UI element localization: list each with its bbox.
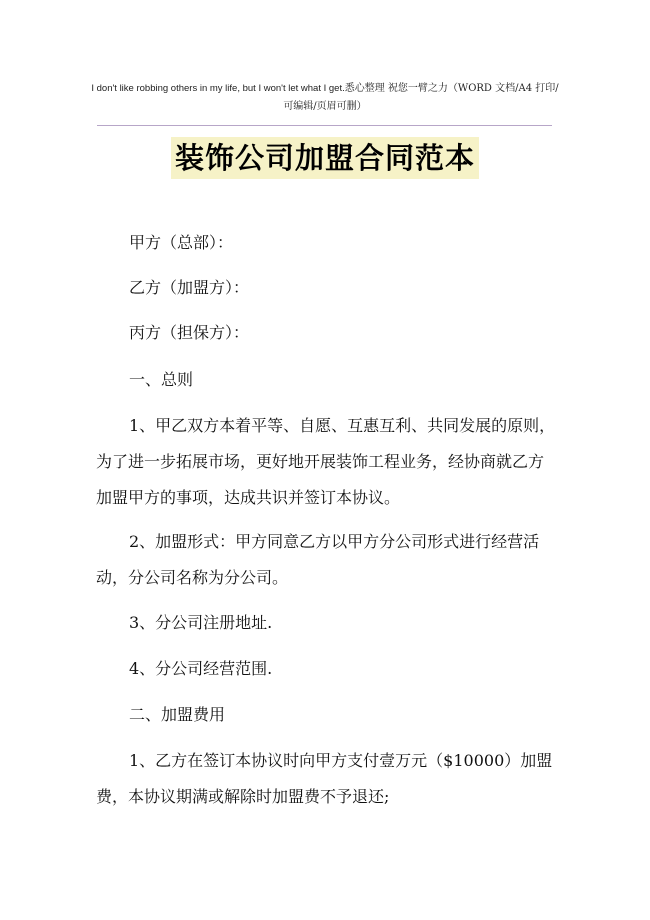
header-chinese-text: 悉心整理 祝您一臂之力（WORD 文档/A4 打印/: [344, 83, 559, 94]
section-heading-general: 一、总则: [129, 370, 194, 389]
header-english-text: I don't like robbing others in my life, but I won't let what I get.: [91, 83, 345, 94]
page-header: [90, 80, 560, 116]
header-line-2: 可编辑/页眉可删）: [283, 101, 367, 112]
clause-franchise-fee: 1、乙方在签订本协议时向甲方支付壹万元（$10000）加盟费，本协议期满或解除时加盟费不予退还;: [96, 751, 553, 806]
clause-principles: 1、甲乙双方本着平等、自愿、互惠互利、共同发展的原则，为了进一步拓展市场，更好地开展装饰工程业务，经协商就乙方加盟甲方的事项，达成共识并签订本协议。: [96, 416, 556, 507]
title-container: [0, 137, 650, 179]
party-a-line: 甲方（总部）：: [129, 233, 234, 252]
party-b-line: 乙方（加盟方）：: [129, 278, 250, 297]
header-divider: [97, 125, 552, 126]
clause-business-scope: 4、分公司经营范围.: [129, 659, 273, 678]
document-title: 装饰公司加盟合同范本: [171, 137, 479, 179]
section-heading-fees: 二、加盟费用: [129, 705, 226, 724]
party-c-line: 丙方（担保方）：: [129, 323, 250, 342]
clause-registered-address: 3、分公司注册地址.: [129, 613, 273, 632]
clause-franchise-form: 2、加盟形式：甲方同意乙方以甲方分公司形式进行经营活动，分公司名称为分公司。: [96, 532, 540, 587]
header-line-1: [90, 80, 560, 98]
